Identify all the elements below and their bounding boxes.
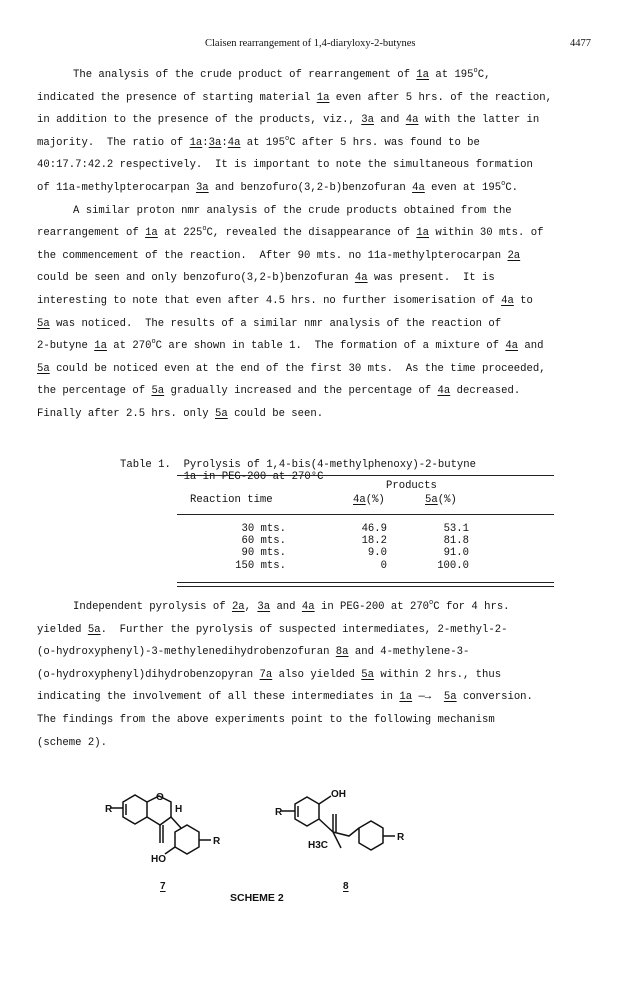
degree-sup: o — [501, 179, 506, 188]
text-line: The findings from the above experiments point to the following mechanism — [37, 713, 495, 726]
s7-h-label: H — [175, 804, 183, 815]
products-header: Products — [386, 480, 437, 492]
compound-ref: 5a — [37, 317, 50, 330]
table-cell: 0 — [380, 559, 387, 572]
header-5a — [425, 494, 457, 506]
text-line: 40:17.7:42.2 respectively. It is important to note the simultaneous formation — [37, 159, 533, 172]
s7-r-label: R — [105, 804, 113, 815]
s7-link — [171, 817, 181, 828]
header-reaction-time: Reaction time — [190, 494, 273, 506]
degree-sup: o — [429, 599, 434, 607]
s8-ring-b — [359, 821, 383, 850]
text-line: 2-butyne 1a at 270$^o$C are shown in table 1. The formation of a mixture of 4a and — [37, 338, 544, 353]
compound-ref: 3a — [208, 136, 222, 149]
text-line: Independent pyrolysis of 2a, 3a and 4a in PEG-200 at 270$^o$C for 4 hrs. — [73, 599, 510, 613]
text-line: 5a was noticed. The results of a similar nmr analysis of the reaction of — [37, 317, 502, 330]
compound-ref: 1a — [399, 691, 413, 704]
compound-ref: 1a — [316, 91, 330, 104]
text-line: 5a could be noticed even at the end of the first 30 mts. As the time proceeded, — [37, 362, 546, 375]
s7-ho-label: HO — [151, 854, 166, 865]
table-caption-line-2: 1a in PEG-200 at 270°C — [120, 470, 324, 483]
degree-sup: o — [151, 338, 156, 347]
table-cell: 53.1 — [443, 523, 469, 535]
s8-furan — [333, 828, 359, 836]
compound-7-label — [160, 881, 166, 892]
text-line: indicated the presence of starting material 1a even after 5 hrs. of the reaction, — [37, 91, 552, 104]
table-caption-line-1: Table 1. Pyrolysis of 1,4-bis(4-methylphenoxy)-2-butyne — [120, 459, 477, 471]
table-cell: 9.0 — [367, 547, 387, 560]
compound-8-label — [343, 881, 349, 892]
text-line: (o-hydroxyphenyl)-3-methylenedihydrobenzofuran 8a and 4-methylene-3- — [37, 646, 470, 659]
column-5a — [405, 523, 469, 572]
header-5a-label: 5a — [425, 494, 438, 506]
text-line: interesting to note that even after 4.5 hrs. no further isomerisation of 4a to — [37, 294, 533, 307]
s7-r2-label: R — [213, 836, 221, 847]
text-line: Finally after 2.5 hrs. only 5a could be seen. — [37, 407, 324, 420]
compound-ref: 1a — [416, 69, 430, 81]
compound-ref: 3a — [361, 114, 374, 127]
table-cell: 100.0 — [437, 559, 469, 572]
degree-sup: o — [284, 134, 290, 143]
s8-link — [319, 819, 333, 832]
compound-ref: 4a — [505, 340, 519, 353]
article-body — [37, 64, 597, 426]
table-header-rule — [177, 514, 554, 515]
header-4a-unit: (%) — [365, 494, 385, 506]
compound-ref: 7a — [259, 668, 273, 681]
running-head — [0, 38, 624, 54]
table-bottom-rule-2 — [177, 586, 554, 587]
compound-ref: 1a — [145, 227, 158, 240]
compound-ref: 5a — [151, 385, 165, 398]
column-4a — [330, 523, 387, 572]
s7-ring-b — [175, 825, 199, 854]
header-5a-unit: (%) — [437, 494, 457, 506]
s8-r2-label: R — [397, 832, 405, 843]
text-line: could be seen and only benzofuro(3,2-b)benzofuran 4a was present. It is — [37, 272, 495, 285]
compound-ref: 8a — [335, 646, 349, 659]
compound-ref: 3a — [257, 601, 271, 613]
table-top-rule — [177, 475, 554, 476]
table-cell: 46.9 — [361, 523, 387, 535]
compound-ref: 1a — [94, 340, 107, 353]
s7-oh-bond — [165, 847, 175, 854]
compound-ref: 3a — [195, 181, 209, 194]
s7-c3 — [160, 817, 171, 825]
structure-8 — [281, 796, 395, 850]
compound-ref: 5a — [215, 407, 228, 420]
header-4a-label: 4a — [353, 494, 366, 506]
table-cell: 90 mts. — [241, 547, 286, 560]
text-line: (o-hydroxyphenyl)dihydrobenzopyran 7a also yielded 5a within 2 hrs., thus — [37, 668, 502, 681]
paragraph-2 — [37, 200, 597, 426]
degree-sup: o — [202, 225, 207, 234]
compound-ref: 4a — [227, 136, 241, 149]
compound-ref: 4a — [301, 601, 315, 613]
text-line: the commencement of the reaction. After 90 mts. no 11a-methylpterocarpan 2a — [37, 249, 521, 262]
paragraph-1 — [37, 64, 597, 200]
article-body-continued — [37, 596, 597, 754]
degree-sup: o — [473, 67, 478, 75]
text-line: A similar proton nmr analysis of the crude products obtained from the — [73, 204, 512, 217]
table-cell: 60 mts. — [241, 535, 286, 548]
text-line: The analysis of the crude product of rearrangement of 1a at 195$^o$C, — [73, 67, 491, 81]
s7-o-label: O — [156, 792, 164, 803]
text-line: indicating the involvement of all these intermediates in 1a —→ 5a conversion. — [37, 691, 533, 704]
compound-7-number: 7 — [160, 881, 166, 892]
compound-8-number: 8 — [343, 881, 349, 892]
compound-ref: 5a — [37, 362, 50, 375]
compound-ref: 4a — [412, 181, 425, 194]
s8-h3c-label: H3C — [308, 840, 329, 851]
table-bottom-rule — [177, 582, 554, 583]
s7-c4 — [147, 817, 160, 825]
header-4a — [353, 494, 385, 506]
table-cell: 18.2 — [361, 535, 387, 548]
compound-ref: 5a — [87, 623, 101, 636]
table-cell: 91.0 — [443, 547, 469, 560]
s8-oh-bond — [319, 796, 331, 804]
paragraph-3 — [37, 596, 597, 754]
scheme-label: SCHEME 2 — [230, 892, 284, 904]
table-cell: 81.8 — [443, 535, 469, 548]
text-line: rearrangement of 1a at 225$^o$C, revealed the disappearance of 1a within 30 mts. of — [37, 225, 544, 240]
compound-ref: 4a — [437, 385, 451, 398]
compound-ref: 4a — [501, 294, 514, 307]
text-line: the percentage of 5a gradually increased and the percentage of 4a decreased. — [37, 385, 521, 398]
compound-ref: 1a — [416, 227, 430, 240]
compound-ref: 2a — [231, 601, 245, 613]
text-line: majority. The ratio of 1a:3a:4a at 195$^o$C after 5 hrs. was found to be — [37, 134, 480, 149]
compound-ref: 1a — [189, 136, 203, 149]
page-number: 4477 — [570, 38, 591, 49]
scheme-2-structures — [105, 788, 435, 888]
compound-ref: 2a — [507, 249, 521, 262]
text-line: yielded 5a. Further the pyrolysis of suspected intermediates, 2-methyl-2- — [37, 623, 508, 636]
s8-r-label: R — [275, 807, 283, 818]
structure-7 — [110, 795, 211, 854]
compound-ref: 4a — [405, 114, 419, 127]
text-line: of 11a-methylpterocarpan 3a and benzofuro(3,2-b)benzofuran 4a even at 195$^o$C. — [37, 179, 519, 194]
column-reaction-time — [196, 523, 286, 572]
running-head-title: Claisen rearrangement of 1,4-diaryloxy-2-butynes — [205, 38, 416, 49]
table-cell: 150 mts. — [235, 559, 286, 572]
compound-ref: 4a — [354, 272, 368, 285]
table-cell: 30 mts. — [241, 523, 286, 535]
text-line: in addition to the presence of the products, viz., 3a and 4a with the latter in — [37, 114, 540, 127]
s8-oh-label: OH — [331, 789, 346, 800]
text-line: (scheme 2). — [37, 736, 107, 749]
compound-ref: 5a — [361, 668, 374, 681]
compound-ref: 5a — [443, 691, 457, 704]
